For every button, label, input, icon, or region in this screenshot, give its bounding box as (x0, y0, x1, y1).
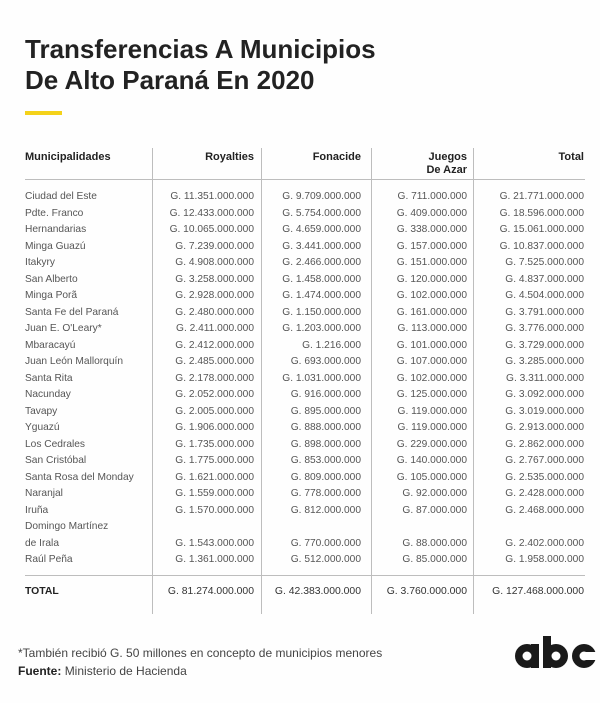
cell-royalties: G. 1.775.000.000 (175, 455, 254, 466)
cell-fonacide: G. 512.000.000 (290, 554, 361, 565)
cell-total: G. 3.019.000.000 (505, 405, 584, 417)
table-row (0, 537, 600, 554)
table-row (0, 339, 600, 356)
table-row (0, 322, 600, 339)
cell-fonacide: G. 895.000.000 (290, 405, 361, 417)
cell-royalties: G. 1.906.000.000 (175, 422, 254, 433)
cell-azar: G. 85.000.000 (402, 554, 467, 565)
cell-total: G. 3.311.000.000 (506, 372, 584, 384)
cell-municipality: Yguazú (25, 422, 60, 433)
cell-total: G. 10.837.000.000 (499, 240, 584, 252)
cell-royalties: G. 1.559.000.000 (175, 488, 254, 499)
cell-total: G. 3.791.000.000 (505, 306, 584, 318)
cell-municipality: Los Cedrales (25, 438, 86, 450)
cell-azar: G. 409.000.000 (396, 207, 467, 219)
cell-municipality: Mbaracayú (25, 339, 76, 351)
table-row (0, 190, 600, 207)
cell-total: G. 15.061.000.000 (499, 224, 584, 235)
cell-municipality: Santa Rosa del Monday (25, 471, 134, 483)
header-juegos-de-azar (426, 151, 467, 177)
cell-fonacide: G. 1.150.000.000 (282, 306, 361, 318)
table-row (0, 454, 600, 471)
cell-fonacide: G. 1.216.000 (302, 339, 361, 351)
cell-municipality: Tavapy (25, 405, 58, 417)
total-total: G. 127.468.000.000 (492, 586, 584, 597)
cell-total: G. 2.913.000.000 (505, 422, 584, 433)
cell-azar: G. 92.000.000 (402, 488, 467, 499)
cell-fonacide: G. 693.000.000 (290, 356, 361, 367)
total-royalties: G. 81.274.000.000 (167, 586, 254, 597)
cell-azar: G. 102.000.000 (396, 290, 467, 301)
cell-total: G. 21.771.000.000 (499, 191, 584, 202)
cell-royalties: G. 1.570.000.000 (175, 504, 254, 516)
cell-azar: G. 119.000.000 (397, 405, 467, 417)
cell-fonacide: G. 853.000.000 (290, 455, 361, 466)
cell-total: G. 2.767.000.000 (505, 455, 584, 466)
table-row (0, 256, 600, 273)
cell-azar: G. 113.000.000 (397, 323, 467, 334)
cell-municipality: Santa Rita (25, 372, 73, 384)
cell-fonacide: G. 1.031.000.000 (282, 372, 361, 384)
cell-fonacide: G. 888.000.000 (290, 422, 361, 433)
cell-municipality: Naranjal (25, 488, 63, 499)
total-row (0, 585, 600, 601)
cell-fonacide: G. 1.458.000.000 (282, 273, 361, 285)
table-row (0, 405, 600, 422)
cell-royalties: G. 1.543.000.000 (175, 537, 254, 549)
cell-azar: G. 229.000.000 (396, 438, 467, 450)
table-row (0, 471, 600, 488)
table-row (0, 355, 600, 372)
total-label: TOTAL (25, 586, 59, 597)
cell-azar: G. 338.000.000 (396, 224, 467, 235)
cell-municipality: Domingo Martínez (25, 521, 109, 532)
cell-azar: G. 107.000.000 (396, 356, 467, 367)
source-label: Fuente: (18, 664, 62, 678)
cell-total: G. 4.837.000.000 (505, 273, 584, 285)
cell-fonacide: G. 778.000.000 (290, 488, 361, 499)
cell-azar: G. 157.000.000 (396, 240, 467, 252)
table-row (0, 240, 600, 257)
cell-fonacide: G. 1.474.000.000 (282, 290, 361, 301)
cell-municipality: Iruña (25, 504, 49, 516)
cell-fonacide: G. 4.659.000.000 (282, 224, 361, 235)
source-line (18, 664, 187, 678)
header-royalties: Royalties (205, 151, 254, 163)
header-azar-line-2: De Azar (426, 164, 467, 176)
header-total: Total (558, 151, 584, 163)
total-azar: G. 3.760.000.000 (386, 586, 467, 597)
cell-total: G. 2.862.000.000 (505, 438, 584, 450)
cell-municipality: Itakyry (25, 257, 56, 268)
cell-total: G. 7.525.000.000 (505, 257, 584, 268)
cell-municipality: San Alberto (25, 273, 78, 285)
cell-total: G. 2.535.000.000 (505, 471, 584, 483)
abc-logo (512, 634, 598, 670)
table-row (0, 520, 600, 537)
cell-total: G. 2.468.000.000 (505, 504, 584, 516)
cell-municipality: Minga Guazú (25, 240, 86, 252)
cell-azar: G. 125.000.000 (396, 389, 467, 400)
cell-azar: G. 161.000.000 (396, 306, 467, 318)
header-municipality: Municipalidades (25, 151, 111, 163)
cell-royalties: G. 1.361.000.000 (175, 554, 254, 565)
footnote: *También recibió G. 50 millones en concepto de municipios menores (18, 646, 383, 660)
table-row (0, 289, 600, 306)
cell-azar: G. 87.000.000 (402, 504, 467, 516)
title-line-1: Transferencias A Municipios (25, 34, 376, 64)
page-title (25, 34, 585, 96)
cell-royalties: G. 10.065.000.000 (169, 224, 254, 235)
cell-azar: G. 88.000.000 (402, 537, 467, 549)
cell-royalties: G. 7.239.000.000 (175, 240, 254, 252)
cell-fonacide: G. 5.754.000.000 (282, 207, 361, 219)
cell-municipality: Minga Porã (25, 290, 78, 301)
cell-municipality: San Cristóbal (25, 455, 87, 466)
cell-fonacide: G. 2.466.000.000 (282, 257, 361, 268)
cell-municipality: Ciudad del Este (25, 191, 97, 202)
cell-royalties: G. 2.485.000.000 (175, 356, 254, 367)
total-fonacide: G. 42.383.000.000 (274, 586, 361, 597)
cell-royalties: G. 2.052.000.000 (175, 389, 254, 400)
cell-fonacide: G. 9.709.000.000 (282, 191, 361, 202)
cell-royalties: G. 1.621.000.000 (175, 471, 254, 483)
cell-royalties: G. 11.351.000.000 (170, 191, 254, 202)
total-divider (25, 575, 585, 576)
cell-royalties: G. 2.412.000.000 (175, 339, 254, 351)
cell-fonacide: G. 916.000.000 (290, 389, 361, 400)
cell-royalties: G. 1.735.000.000 (175, 438, 254, 450)
table-row (0, 273, 600, 290)
cell-royalties: G. 2.178.000.000 (175, 372, 254, 384)
cell-total: G. 3.729.000.000 (505, 339, 584, 351)
cell-royalties: G. 12.433.000.000 (169, 207, 254, 219)
cell-total: G. 1.958.000.000 (505, 554, 584, 565)
cell-royalties: G. 2.005.000.000 (175, 405, 254, 417)
table-row (0, 207, 600, 224)
cell-total: G. 3.776.000.000 (505, 323, 584, 334)
cell-municipality: Hernandarias (25, 224, 87, 235)
cell-azar: G. 711.000.000 (397, 191, 467, 202)
table-row (0, 504, 600, 521)
cell-royalties: G. 2.411.000.000 (176, 323, 254, 334)
header-divider (25, 179, 585, 180)
cell-fonacide: G. 770.000.000 (290, 537, 361, 549)
table-row (0, 223, 600, 240)
title-line-2: De Alto Paraná En 2020 (25, 65, 315, 95)
cell-azar: G. 102.000.000 (396, 372, 467, 384)
cell-municipality: Raúl Peña (25, 554, 73, 565)
header-azar-line-1: Juegos (428, 151, 467, 163)
table-row (0, 553, 600, 570)
cell-royalties: G. 4.908.000.000 (175, 257, 254, 268)
cell-azar: G. 120.000.000 (396, 273, 467, 285)
cell-municipality: Pdte. Franco (25, 207, 84, 219)
cell-municipality: Juan León Mallorquín (25, 356, 123, 367)
table-row (0, 306, 600, 323)
cell-total: G. 2.402.000.000 (505, 537, 584, 549)
table-body (0, 190, 600, 570)
cell-royalties: G. 3.258.000.000 (175, 273, 254, 285)
cell-fonacide: G. 809.000.000 (290, 471, 361, 483)
cell-total: G. 3.092.000.000 (505, 389, 584, 400)
cell-azar: G. 101.000.000 (396, 339, 467, 351)
accent-bar (25, 111, 62, 115)
cell-azar: G. 151.000.000 (396, 257, 467, 268)
cell-azar: G. 140.000.000 (396, 455, 467, 466)
cell-total: G. 2.428.000.000 (505, 488, 584, 499)
cell-municipality: de Irala (25, 537, 59, 549)
table-row (0, 372, 600, 389)
cell-royalties: G. 2.928.000.000 (175, 290, 254, 301)
cell-azar: G. 119.000.000 (397, 422, 467, 433)
cell-municipality: Nacunday (25, 389, 71, 400)
cell-total: G. 18.596.000.000 (499, 207, 584, 219)
table-row (0, 438, 600, 455)
cell-fonacide: G. 3.441.000.000 (282, 240, 361, 252)
table-row (0, 487, 600, 504)
cell-municipality: Juan E. O'Leary* (25, 323, 102, 334)
cell-fonacide: G. 812.000.000 (290, 504, 361, 516)
source-value: Ministerio de Hacienda (64, 664, 187, 678)
cell-fonacide: G. 898.000.000 (290, 438, 361, 450)
cell-total: G. 4.504.000.000 (505, 290, 584, 301)
cell-municipality: Santa Fe del Paraná (25, 306, 119, 318)
cell-royalties: G. 2.480.000.000 (175, 306, 254, 318)
header-fonacide: Fonacide (312, 151, 361, 163)
table-row (0, 388, 600, 405)
cell-fonacide: G. 1.203.000.000 (282, 323, 361, 334)
table-row (0, 421, 600, 438)
cell-azar: G. 105.000.000 (396, 471, 467, 483)
cell-total: G. 3.285.000.000 (505, 356, 584, 367)
